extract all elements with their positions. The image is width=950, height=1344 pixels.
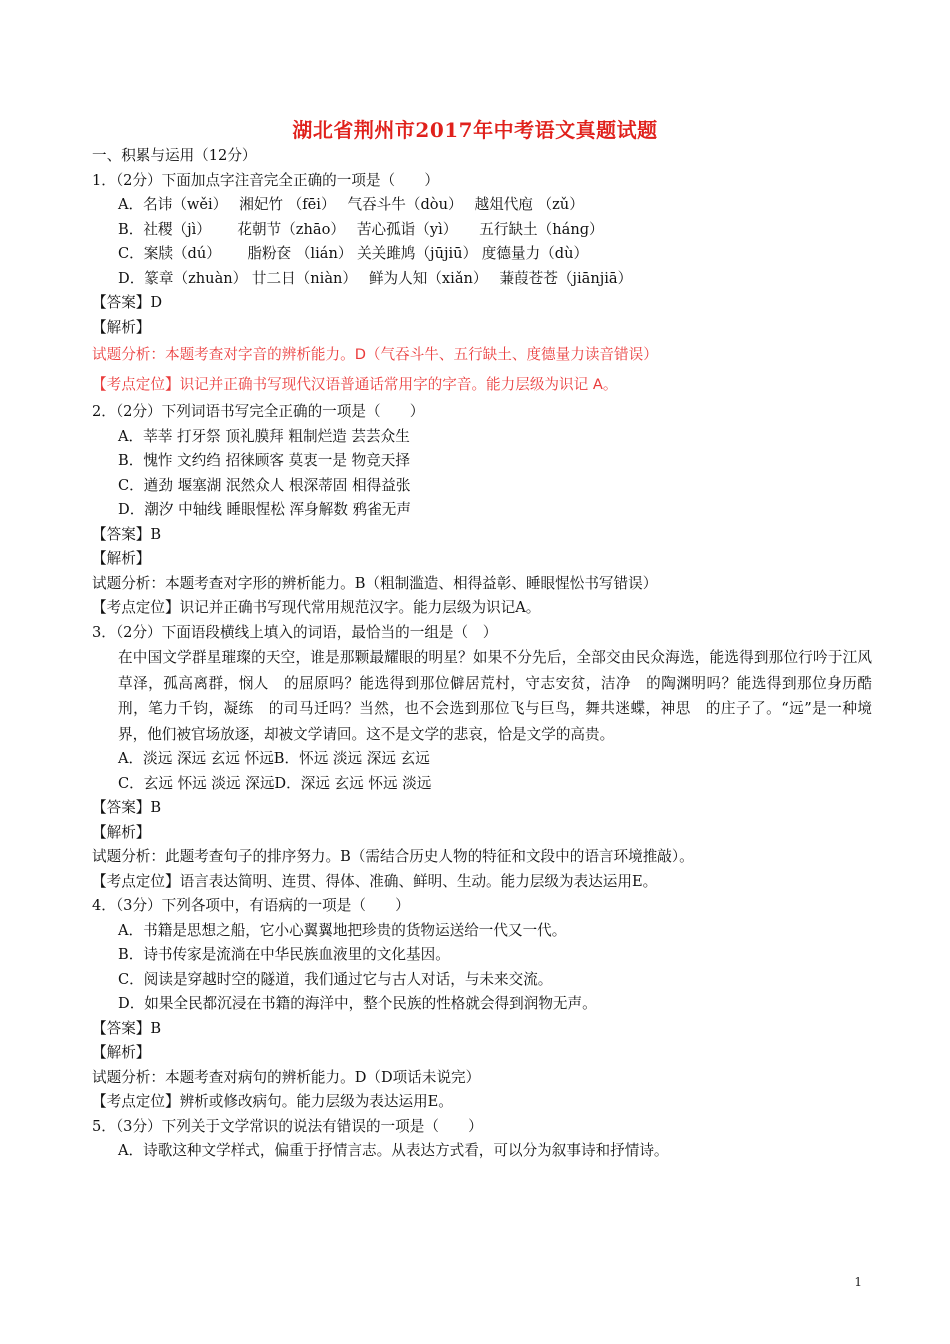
q3-answer: 【答案】B <box>92 799 162 816</box>
q5-option-a: A．诗歌这种文学样式，偏重于抒情言志。从表达方式看，可以分为叙事诗和抒情诗。 <box>118 1142 669 1159</box>
q1-option-d: D．篆章（zhuàn） 廿二日（niàn） 鲜为人知（xiǎn） 蒹葭苍苍（jiānjiā） <box>118 269 633 287</box>
q4-analysis: 试题分析：本题考查对病句的辨析能力。D（D项话未说完） <box>92 1068 481 1086</box>
q4-option-c: C．阅读是穿越时空的隧道，我们通过它与古人对话，与未来交流。 <box>118 970 553 988</box>
page-title: 湖北省荆州市2017年中考语文真题试题 <box>292 118 658 142</box>
q3-options-cd: C．玄远 怀远 淡远 深远D．深远 玄远 怀远 淡远 <box>118 774 432 792</box>
q3-stem: 3．（2分）下面语段横线上填入的词语，最恰当的一组是（ ） <box>92 623 498 641</box>
q1-answer: 【答案】D <box>92 294 163 311</box>
document-body <box>92 144 872 1164</box>
q1-analysis-label: 【解析】 <box>92 318 151 336</box>
q4-point: 【考点定位】辨析或修改病句。能力层级为表达运用E。 <box>92 1093 453 1110</box>
q2-option-c: C．遒劲 堰塞湖 泯然众人 根深蒂固 相得益张 <box>118 476 411 494</box>
q2-stem: 2．（2分）下列词语书写完全正确的一项是（ ） <box>92 403 425 420</box>
section-heading: 一、积累与运用（12分） <box>92 147 257 164</box>
q3-passage: 在中国文学群星璀璨的天空，谁是那颗最耀眼的明星？如果不分先后，全部交由民众海选，能选得到那位行吟于江风草泽，孤高离群，悯人 的屈原吗？能选得到那位僻居荒村，守志安贫，洁净 的陶渊明吗？能选得到那位身历酷刑，笔力千钧，凝练 的司马迁吗？当然，也不会选到那位飞与巨鸟，舞共迷蝶，神思 的庄子了。“远”是一种境界，他们被官场放逐，却被文学请回。这不是文学的悲哀，恰是文学的高贵。 <box>118 649 872 743</box>
q2-point: 【考点定位】识记并正确书写现代常用规范汉字。能力层级为识记A。 <box>92 599 541 616</box>
q5-stem: 5．（3分）下列关于文学常识的说法有错误的一项是（ ） <box>92 1117 483 1135</box>
q2-option-a: A．莘莘 打牙祭 顶礼膜拜 粗制烂造 芸芸众生 <box>118 427 410 445</box>
q4-option-b: B．诗书传家是流淌在中华民族血液里的文化基因。 <box>118 946 450 963</box>
q2-option-b: B．愧怍 文约绉 招徕顾客 莫衷一是 物竞天择 <box>118 452 410 469</box>
q1-option-b: B．社稷（jì） 花朝节（zhāo） 苦心孤诣（yì） 五行缺土（hánɡ） <box>118 220 604 238</box>
q1-option-a: A．名讳（wěi） 湘妃竹 （fēi） 气吞斗牛（dòu） 越俎代庖 （zǔ） <box>118 196 584 213</box>
q2-analysis: 试题分析：本题考查对字形的辨析能力。B（粗制滥造、相得益彰、睡眼惺忪书写错误） <box>92 574 658 592</box>
page-number: 1 <box>854 1275 862 1289</box>
q4-option-a: A．书籍是思想之船，它小心翼翼地把珍贵的货物运送给一代又一代。 <box>118 921 567 939</box>
q4-answer: 【答案】B <box>92 1019 162 1037</box>
q2-option-d: D．潮汐 中轴线 睡眼惺松 浑身解数 鸦雀无声 <box>118 501 411 518</box>
q3-options-ab: A．淡远 深远 玄远 怀远B．怀远 淡远 深远 玄远 <box>118 750 430 767</box>
q1-option-c: C．案牍（dú） 脂粉奁 （lián） 关关雎鸠（jūjiū） 度德量力（dù） <box>118 245 589 262</box>
q4-stem: 4．（3分）下列各项中，有语病的一项是（ ） <box>92 897 410 914</box>
q2-answer: 【答案】B <box>92 525 162 543</box>
q3-analysis: 试题分析：此题考查句子的排序努力。B（需结合历史人物的特征和文段中的语言环境推敲）。 <box>92 848 694 865</box>
q1-stem: 1．（2分）下面加点字注音完全正确的一项是（ ） <box>92 171 439 189</box>
q1-point: 【考点定位】识记并正确书写现代汉语普通话常用字的字音。能力层级为识记 A。 <box>92 376 618 393</box>
q3-point: 【考点定位】语言表达简明、连贯、得体、准确、鲜明、生动。能力层级为表达运用E。 <box>92 872 658 890</box>
q2-analysis-label: 【解析】 <box>92 550 151 567</box>
q4-option-d: D．如果全民都沉浸在书籍的海洋中，整个民族的性格就会得到润物无声。 <box>118 995 597 1012</box>
q1-analysis: 试题分析：本题考查对字音的辨析能力。D（气吞斗牛、五行缺土、度德量力读音错误） <box>92 346 658 363</box>
q3-analysis-label: 【解析】 <box>92 823 151 841</box>
q4-analysis-label: 【解析】 <box>92 1044 151 1061</box>
